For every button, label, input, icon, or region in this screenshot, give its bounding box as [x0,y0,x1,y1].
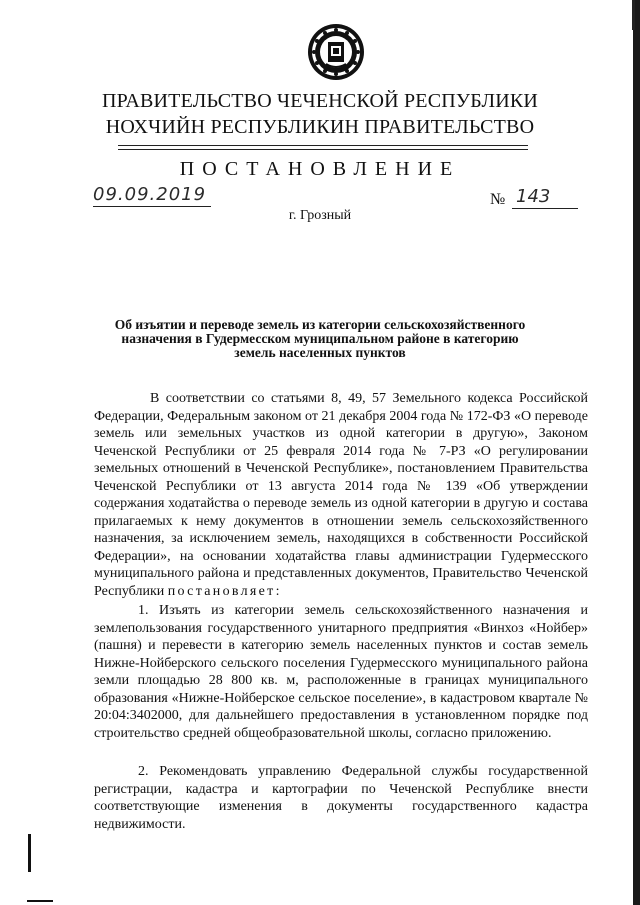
coat-of-arms-icon [306,22,366,82]
item-2-paragraph: 2. Рекомендовать управлению Федеральной службы государственной регистрации, кадастра и картографии по Чеченской Республике внести соответствующие изменения в документы государственного кадастра недвижимости. [94,764,588,832]
document-type-title: ПОСТАНОВЛЕНИЕ [179,158,461,180]
decree-subject: Об изъятии и переводе земель из категории сельскохозяйственного назначения в Гудермесском муниципальном районе в категорию земель населенных пунктов [114,317,526,360]
government-name-chechen: НОХЧИЙН РЕСПУБЛИКИН ПРАВИТЕЛЬСТВО [105,116,535,138]
header-rule [118,149,528,150]
city-name: г. Грозный [288,208,352,223]
decree-number: 143 [512,186,578,209]
scan-edge-tick [632,0,635,30]
decree-date: 09.09.2019 [93,184,211,207]
government-name-russian: ПРАВИТЕЛЬСТВО ЧЕЧЕНСКОЙ РЕСПУБЛИКИ [101,90,539,112]
number-label: № [490,191,506,208]
preamble-paragraph [94,390,588,600]
resolves-text: постановляет: [167,583,282,599]
margin-mark [28,834,31,872]
margin-dash [27,900,53,902]
preamble-text: В соответствии со статьями 8, 49, 57 Земельного кодекса Российской Федерации, Федеральным законом от 21 декабря 2004 года № 172-ФЗ «О переводе земель или земельных участков из одной категории в другую», Законом Чеченской Республики от 25 февраля 2014 года № 7-РЗ «О регулировании земельных отношений в Чеченской Республике», постановлением Правительства Чеченской Республики от 13 августа 2014 года № 139 «Об утверждении содержания ходатайства о переводе земель из одной категории в другую и состава прилагаемых к нему документов в отношении земель сельскохозяйственного назначения, за исключением земель, находящихся в собственности Российской Федерации», на основании ходатайства главы администрации Гудермесского муниципального района и представленных документов, Правительство Чеченской Республики [94,391,588,599]
item-1-paragraph: 1. Изъять из категории земель сельскохозяйственного назначения и землепользования государственного унитарного предприятия «Винхоз «Нойбер» (пашня) и перевести в категорию земель населенных пунктов и состав земель Нижне-Нойберского сельского поселения Гудермесского муниципального района земли площадью 28 800 кв. м, расположенные в границах муниципального образования «Нижне-Нойберское сельское поселение», в кадастровом квартале № 20:04:3402000, для дальнейшего предоставления в установленном порядке под строительство средней общеобразовательной школы, согласно приложению. [94,603,588,741]
header-rule [118,145,528,146]
